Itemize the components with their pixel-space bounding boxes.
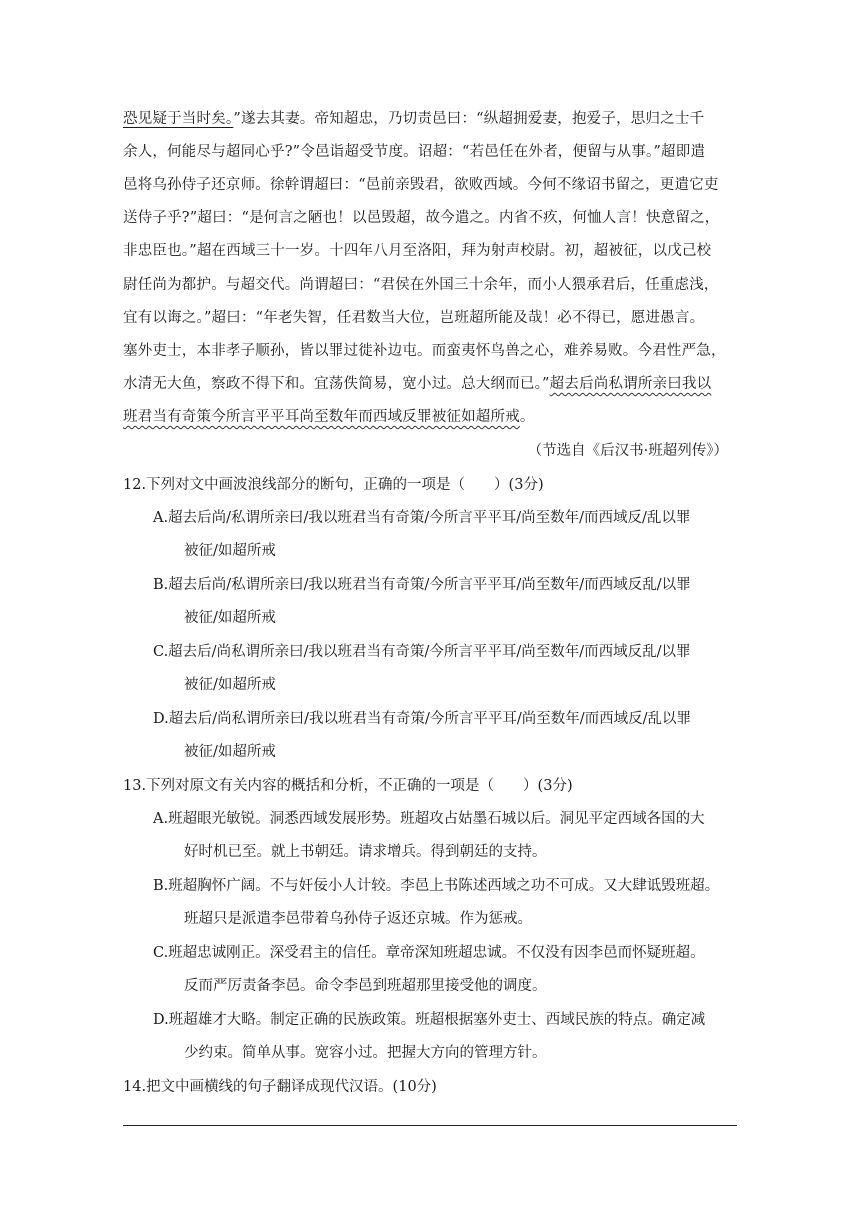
source-citation: （节选自《后汉书·班超列传》）: [527, 443, 728, 459]
q13-option-c-cont: 反而严厉责备李邑。命令李邑到班超那里接受他的调度。: [184, 978, 547, 994]
passage-line-6: 尉任尚为都护。与超交代。尚谓超曰：“君侯在外国三十余年，而小人猥承君后，任重虑浅，: [123, 277, 719, 293]
wavy-underlined-text: 超去后尚私谓所亲曰我以: [549, 376, 712, 392]
question-12-stem: 12.下列对文中画波浪线部分的断句，正确的一项是（ ）(3分): [123, 477, 544, 493]
underlined-sentence: 恐见疑于当时矣。: [123, 111, 234, 127]
q13-option-a: A.班超眼光敏锐。洞悉西域发展形势。班超攻占姑墨石城以后。洞见平定西域各国的大: [153, 811, 705, 827]
passage-line-2: 余人，何能尽与超同心乎?”令邑诣超受节度。诏超：“若邑任在外者，便留与从事。”超即遣: [123, 144, 706, 160]
q12-option-b: B.超去后尚/私谓所亲曰/我以班君当有奇策/今所言平平耳/尚至数年/而西域反乱/以罪: [153, 577, 691, 593]
passage-text: ”遂去其妻。帝知超忠，乃切责邑曰：“纵超拥爱妻，抱爱子，思归之士千: [233, 111, 705, 127]
passage-line-5: 非忠臣也。”超在西域三十一岁。十四年八月至洛阳，拜为射声校尉。初，超被征，以戊己校: [123, 243, 712, 259]
passage-line-8: 塞外吏士，本非孝子顺孙，皆以罪过徙补边屯。而蛮夷怀鸟兽之心，难养易败。今君性严急，: [123, 343, 726, 359]
answer-line[interactable]: [123, 1125, 737, 1126]
q12-option-c-cont: 被征/如超所戒: [184, 677, 276, 693]
q13-option-c: C.班超忠诚刚正。深受君主的信任。章帝深知班超忠诚。不仅没有因李邑而怀疑班超。: [153, 945, 705, 961]
q13-option-d: D.班超雄才大略。制定正确的民族政策。班超根据塞外吏士、西域民族的特点。确定减: [153, 1012, 706, 1028]
wavy-underlined-text: 班君当有奇策今所言平平耳尚至数年而西域反罪被征如超所戒: [123, 409, 520, 425]
passage-line-9: [123, 374, 711, 394]
q12-option-b-cont: 被征/如超所戒: [184, 610, 276, 626]
passage-text: 水清无大鱼，察政不得下和。宜荡佚简易，宽小过。总大纲而已。”: [123, 376, 550, 392]
q13-option-a-cont: 好时机已至。就上书朝廷。请求增兵。得到朝廷的支持。: [184, 844, 547, 860]
passage-text: 。: [519, 409, 535, 425]
q12-option-a: A.超去后尚/私谓所亲曰/我以班君当有奇策/今所言平平耳/尚至数年/而西域反/乱以罪: [153, 510, 691, 526]
q12-option-d: D.超去后/尚私谓所亲曰/我以班君当有奇策/今所言平平耳/尚至数年/而西域反/乱以罪: [153, 711, 692, 727]
q12-option-c: C.超去后/尚私谓所亲曰/我以班君当有奇策/今所言平平耳/尚至数年/而西域反乱/以罪: [153, 644, 691, 660]
passage-line-3: 邑将乌孙侍子还京师。徐幹谓超曰：“邑前亲毁君，欲败西域。今何不缘诏书留之，更遣它吏: [123, 177, 719, 193]
passage-line-4: 送侍子乎?”超曰：“是何言之陋也！以邑毁超，故今遣之。内省不疚，何恤人言！快意留之，: [123, 210, 720, 226]
q13-option-b: B.班超胸怀广阔。不与奸佞小人计较。李邑上书陈述西域之功不可成。又大肆诋毁班超。: [153, 878, 720, 894]
question-13-stem: 13.下列对原文有关内容的概括和分析，不正确的一项是（ ）(3分): [123, 778, 573, 794]
question-14-stem: 14.把文中画横线的句子翻译成现代汉语。(10分): [123, 1079, 437, 1095]
q12-option-a-cont: 被征/如超所戒: [184, 543, 276, 559]
passage-line-7: 宜有以诲之。”超曰：“年老失智，任君数当大位，岂班超所能及哉！必不得已，愿进愚言。: [123, 310, 705, 326]
q13-option-d-cont: 少约束。简单从事。宽容小过。把握大方向的管理方针。: [184, 1045, 547, 1061]
q12-option-d-cont: 被征/如超所戒: [184, 744, 276, 760]
passage-line-10: [123, 407, 535, 427]
passage-line-1: [123, 109, 704, 129]
q13-option-b-cont: 班超只是派遣李邑带着乌孙侍子返还京城。作为惩戒。: [184, 911, 532, 927]
